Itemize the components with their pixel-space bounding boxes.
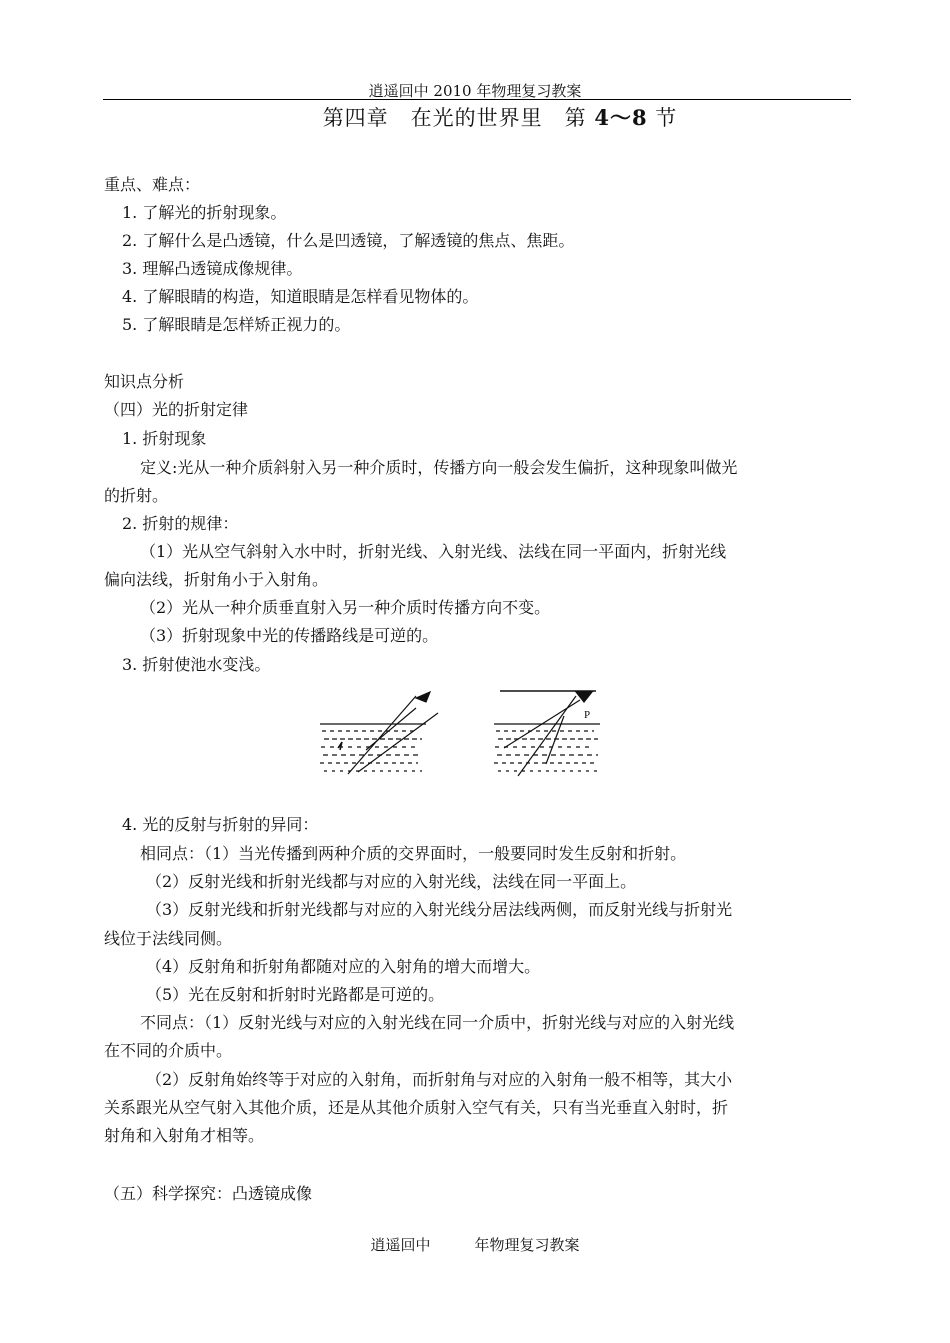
paragraph-line: 定义:光从一种介质斜射入另一种介质时，传播方向一般会发生偏折，这种现象叫做光 bbox=[140, 458, 738, 477]
subsection-title: 3. 折射使池水变浅。 bbox=[122, 655, 271, 674]
paragraph-line: 偏向法线，折射角小于入射角。 bbox=[104, 570, 329, 589]
key-point-item: 4. 了解眼睛的构造，知道眼睛是怎样看见物体的。 bbox=[122, 287, 479, 306]
title-suffix: 节 bbox=[647, 106, 678, 130]
paragraph-line: 的折射。 bbox=[104, 486, 169, 505]
key-points-heading: 重点、难点： bbox=[104, 175, 201, 194]
title-prefix: 第四章 在光的世界里 第 bbox=[322, 106, 595, 130]
paragraph-line: （3）反射光线和折射光线都与对应的入射光线分居法线两侧，而反射光线与折射光 bbox=[146, 900, 733, 919]
analysis-heading: 知识点分析 bbox=[104, 372, 185, 391]
paragraph-line: 关系跟光从空气射入其他介质，还是从其他介质射入空气有关，只有当光垂直入射时，折 bbox=[104, 1098, 729, 1117]
section-heading: （五）科学探究：凸透镜成像 bbox=[104, 1184, 313, 1203]
title-range: 4～8 bbox=[594, 105, 648, 130]
figure-label-p: P bbox=[584, 709, 591, 721]
paragraph-line: 不同点：（1）反射光线与对应的入射光线在同一介质中，折射光线与对应的入射光线 bbox=[140, 1013, 735, 1032]
footer-right: 年物理复习教案 bbox=[474, 1236, 580, 1254]
key-point-item: 2. 了解什么是凸透镜，什么是凹透镜，了解透镜的焦点、焦距。 bbox=[122, 231, 575, 250]
subsection-title: 2. 折射的规律： bbox=[122, 514, 239, 533]
paragraph-line: （3）折射现象中光的传播路线是可逆的。 bbox=[140, 626, 439, 645]
paragraph-line: 相同点：（1）当光传播到两种介质的交界面时，一般要同时发生反射和折射。 bbox=[140, 844, 687, 863]
key-point-item: 5. 了解眼睛是怎样矫正视力的。 bbox=[122, 315, 351, 334]
subsection-title: 4. 光的反射与折射的异同： bbox=[122, 815, 319, 834]
paragraph-line: （2）反射角始终等于对应的入射角，而折射角与对应的入射角一般不相等，其大小 bbox=[146, 1070, 733, 1089]
key-point-item: 1. 了解光的折射现象。 bbox=[122, 203, 287, 222]
page-header: 逍遥回中 2010 年物理复习教案 bbox=[368, 82, 582, 100]
paragraph-line: 射角和入射角才相等。 bbox=[104, 1126, 265, 1145]
paragraph-line: （2）光从一种介质垂直射入另一种介质时传播方向不变。 bbox=[140, 598, 551, 617]
chapter-title bbox=[0, 102, 950, 132]
pool-diagram-left bbox=[320, 692, 438, 774]
paragraph-line: 线位于法线同侧。 bbox=[104, 929, 233, 948]
header-rule bbox=[103, 99, 851, 100]
pool-diagram-right bbox=[494, 691, 600, 776]
page-footer bbox=[0, 1234, 950, 1255]
paragraph-line: （1）光从空气斜射入水中时，折射光线、入射光线、法线在同一平面内，折射光线 bbox=[140, 542, 727, 561]
paragraph-line: （4）反射角和折射角都随对应的入射角的增大而增大。 bbox=[146, 957, 541, 976]
footer-left: 逍遥回中 bbox=[370, 1236, 431, 1254]
section-heading: （四）光的折射定律 bbox=[104, 400, 249, 419]
paragraph-line: 在不同的介质中。 bbox=[104, 1041, 233, 1060]
paragraph-line: （2）反射光线和折射光线都与对应的入射光线，法线在同一平面上。 bbox=[146, 872, 637, 891]
key-point-item: 3. 理解凸透镜成像规律。 bbox=[122, 259, 303, 278]
subsection-title: 1. 折射现象 bbox=[122, 429, 207, 448]
paragraph-line: （5）光在反射和折射时光路都是可逆的。 bbox=[146, 985, 445, 1004]
refraction-diagrams bbox=[318, 688, 608, 780]
